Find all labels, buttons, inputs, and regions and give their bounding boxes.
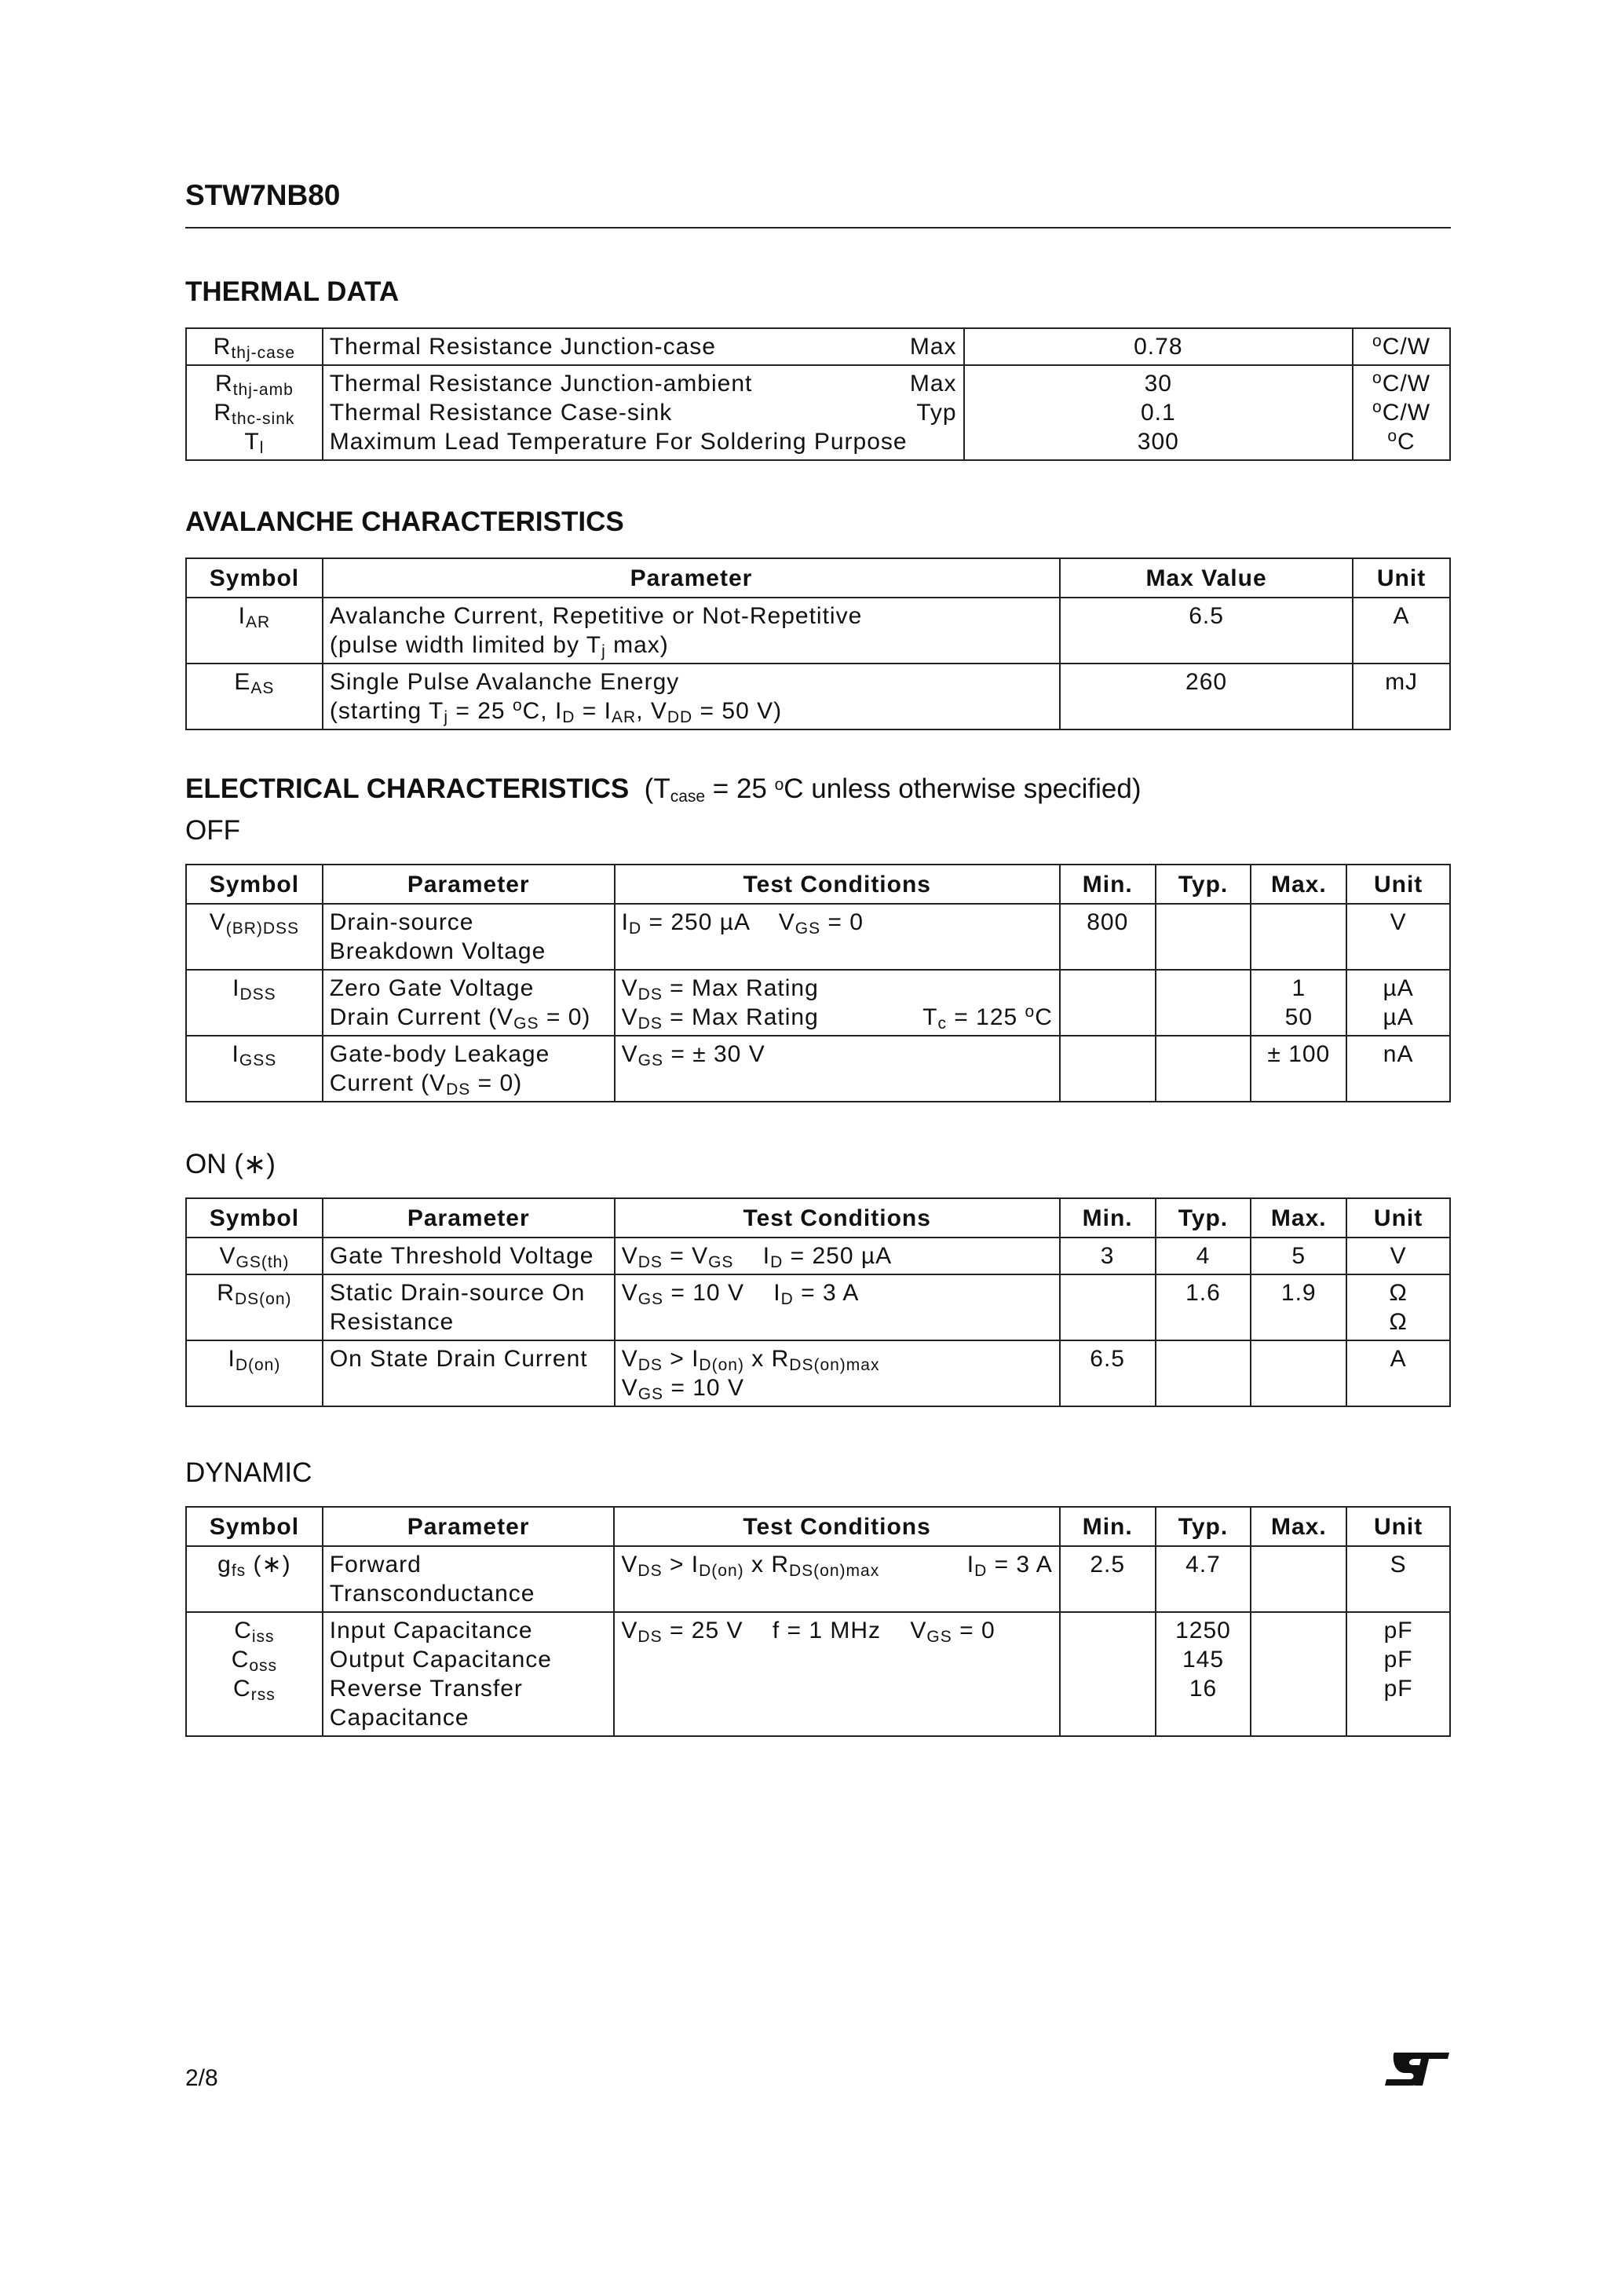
electrical-note: ($T_{case} = 25$ $^o$C unless otherwise specified): [636, 773, 1142, 806]
table-row: [186, 664, 1450, 729]
column-header: Max.: [1251, 865, 1346, 904]
parameter-cell: Thermal Resistance Junction-ambient Max Thermal Resistance Case-sink Typ Maximum Lead Temperature For Soldering Purpose: [323, 365, 964, 460]
table-row: [186, 1546, 1450, 1612]
table-header-row: [186, 1507, 1450, 1546]
parameter-cell: Input Capacitance Output Capacitance Reverse Transfer Capacitance: [323, 1612, 615, 1736]
column-header: Unit: [1346, 1507, 1450, 1546]
table-row: [186, 904, 1450, 970]
column-header: Symbol: [186, 558, 323, 598]
unit-cell: V: [1346, 1238, 1450, 1274]
column-header: Test Conditions: [614, 1507, 1059, 1546]
unit-cell: µA µA: [1346, 970, 1450, 1036]
column-header: Unit: [1346, 1198, 1450, 1238]
parameter-cell: Thermal Resistance Junction-case Max: [323, 328, 964, 365]
table-header-row: [186, 1198, 1450, 1238]
table-header-row: [186, 558, 1450, 598]
typ-cell: [1156, 904, 1251, 970]
column-header: Symbol: [186, 865, 323, 904]
column-header: Parameter: [323, 558, 1060, 598]
column-header: Symbol: [186, 1507, 323, 1546]
typ-cell: [1156, 1340, 1251, 1406]
max-cell: [1251, 1340, 1346, 1406]
max-cell: ± 100: [1251, 1036, 1346, 1102]
typ-cell: 1250 145 16: [1156, 1612, 1251, 1736]
min-cell: [1060, 1274, 1156, 1340]
column-header: Symbol: [186, 1198, 323, 1238]
unit-cell: $^o$C/W: [1353, 328, 1450, 365]
avalanche-table: [185, 558, 1451, 730]
title-divider: [185, 227, 1451, 229]
min-cell: 3: [1060, 1238, 1156, 1274]
symbol-cell: $I_{AR}$: [186, 598, 323, 664]
parameter-cell: Static Drain-source On Resistance: [323, 1274, 615, 1340]
unit-cell: nA: [1346, 1036, 1450, 1102]
on-table: [185, 1197, 1451, 1407]
parameter-cell: Forward Transconductance: [323, 1546, 615, 1612]
table-row: [186, 1340, 1450, 1406]
test-cell: $V_{DS} = 25$ V f = 1 MHz $V_{GS} = 0$: [614, 1612, 1059, 1736]
column-header: Typ.: [1156, 1198, 1251, 1238]
column-header: Parameter: [323, 1198, 615, 1238]
unit-cell: $^o$C/W $^o$C/W $^o$C: [1353, 365, 1450, 460]
column-header: Max Value: [1060, 558, 1353, 598]
symbol-cell: $C_{iss}$ $C_{oss}$ $C_{rss}$: [186, 1612, 323, 1736]
thermal-data-table: [185, 327, 1451, 461]
typ-cell: 1.6: [1156, 1274, 1251, 1340]
test-cell: $V_{GS} = 10$ V $I_D = 3$ A: [615, 1274, 1060, 1340]
value-cell: 0.78: [964, 328, 1353, 365]
symbol-cell: $I_{D(on)}$: [186, 1340, 323, 1406]
column-header: Max.: [1251, 1198, 1346, 1238]
unit-cell: A: [1353, 598, 1450, 664]
on-subheading: ON (∗): [185, 1149, 276, 1179]
column-header: Test Conditions: [615, 1198, 1060, 1238]
avalanche-heading: AVALANCHE CHARACTERISTICS: [185, 506, 624, 537]
unit-cell: pF pF pF: [1346, 1612, 1450, 1736]
column-header: Typ.: [1156, 1507, 1251, 1546]
unit-cell: V: [1346, 904, 1450, 970]
parameter-cell: Gate-body Leakage Current $(V_{DS} = 0)$: [323, 1036, 615, 1102]
symbol-cell: $I_{GSS}$: [186, 1036, 323, 1102]
symbol-cell: $R_{DS(on)}$: [186, 1274, 323, 1340]
symbol-cell: $I_{DSS}$: [186, 970, 323, 1036]
value-cell: 6.5: [1060, 598, 1353, 664]
unit-cell: A: [1346, 1340, 1450, 1406]
table-row: [186, 1274, 1450, 1340]
unit-cell: S: [1346, 1546, 1450, 1612]
max-cell: 1 50: [1251, 970, 1346, 1036]
test-cell: $V_{DS} > I_{D(on)}$ x $R_{DS(on)max}$ $I_D = 3$ A: [614, 1546, 1059, 1612]
table-row: [186, 365, 1450, 460]
off-subheading: OFF: [185, 815, 240, 846]
column-header: Typ.: [1156, 865, 1251, 904]
min-cell: 800: [1060, 904, 1156, 970]
table-row: [186, 328, 1450, 365]
off-table: [185, 864, 1451, 1102]
column-header: Min.: [1060, 865, 1156, 904]
value-cell: 30 0.1 300: [964, 365, 1353, 460]
parameter-cell: Single Pulse Avalanche Energy (starting $T_j = 25$ $^o$C, $I_D = I_{AR}$, $V_{DD} = 50$ V): [323, 664, 1060, 729]
parameter-cell: Drain-source Breakdown Voltage: [323, 904, 615, 970]
table-row: [186, 598, 1450, 664]
document-title: STW7NB80: [185, 179, 341, 211]
test-cell: $I_D = 250$ µA $V_{GS} = 0$: [615, 904, 1060, 970]
table-row: [186, 1238, 1450, 1274]
min-cell: [1060, 1612, 1156, 1736]
test-cell: $V_{DS}$ = Max Rating $V_{DS}$ = Max Rating $T_c = 125$ $^o$C: [615, 970, 1060, 1036]
st-logo-icon: [1383, 2051, 1451, 2091]
page-number: 2/8: [185, 2065, 218, 2091]
typ-cell: 4.7: [1156, 1546, 1251, 1612]
table-row: [186, 1612, 1450, 1736]
thermal-data-heading: THERMAL DATA: [185, 276, 400, 307]
max-cell: [1251, 1612, 1346, 1736]
typ-cell: [1156, 1036, 1251, 1102]
column-header: Min.: [1060, 1507, 1156, 1546]
min-cell: 2.5: [1060, 1546, 1156, 1612]
table-row: [186, 1036, 1450, 1102]
typ-cell: 4: [1156, 1238, 1251, 1274]
column-header: Unit: [1346, 865, 1450, 904]
table-row: [186, 970, 1450, 1036]
column-header: Min.: [1060, 1198, 1156, 1238]
typ-cell: [1156, 970, 1251, 1036]
parameter-cell: Gate Threshold Voltage: [323, 1238, 615, 1274]
value-cell: 260: [1060, 664, 1353, 729]
parameter-cell: Avalanche Current, Repetitive or Not-Repetitive (pulse width limited by $T_j$ max): [323, 598, 1060, 664]
parameter-cell: On State Drain Current: [323, 1340, 615, 1406]
electrical-heading: ELECTRICAL CHARACTERISTICS ($T_{case} = 25$ $^o$C unless otherwise specified): [185, 773, 1142, 806]
symbol-cell: $E_{AS}$: [186, 664, 323, 729]
test-cell: $V_{GS}$ = ± 30 V: [615, 1036, 1060, 1102]
symbol-cell: $R_{thj-amb}$ $R_{thc-sink}$ $T_l$: [186, 365, 323, 460]
max-cell: [1251, 904, 1346, 970]
column-header: Test Conditions: [615, 865, 1060, 904]
max-cell: [1251, 1546, 1346, 1612]
symbol-cell: $V_{(BR)DSS}$: [186, 904, 323, 970]
symbol-cell: $g_{fs}$ (∗): [186, 1546, 323, 1612]
max-cell: 1.9: [1251, 1274, 1346, 1340]
unit-cell: Ω Ω: [1346, 1274, 1450, 1340]
symbol-cell: $R_{thj-case}$: [186, 328, 323, 365]
test-cell: $V_{DS} > I_{D(on)}$ x $R_{DS(on)max}$ $V_{GS} = 10$ V: [615, 1340, 1060, 1406]
min-cell: [1060, 970, 1156, 1036]
column-header: Max.: [1251, 1507, 1346, 1546]
max-cell: 5: [1251, 1238, 1346, 1274]
table-header-row: [186, 865, 1450, 904]
column-header: Parameter: [323, 1507, 615, 1546]
symbol-cell: $V_{GS(th)}$: [186, 1238, 323, 1274]
min-cell: [1060, 1036, 1156, 1102]
parameter-cell: Zero Gate Voltage Drain Current $(V_{GS} = 0)$: [323, 970, 615, 1036]
dynamic-table: [185, 1506, 1451, 1737]
column-header: Parameter: [323, 865, 615, 904]
dynamic-subheading: DYNAMIC: [185, 1457, 312, 1488]
min-cell: 6.5: [1060, 1340, 1156, 1406]
test-cell: $V_{DS} = V_{GS}$ $I_D = 250$ µA: [615, 1238, 1060, 1274]
column-header: Unit: [1353, 558, 1450, 598]
unit-cell: mJ: [1353, 664, 1450, 729]
